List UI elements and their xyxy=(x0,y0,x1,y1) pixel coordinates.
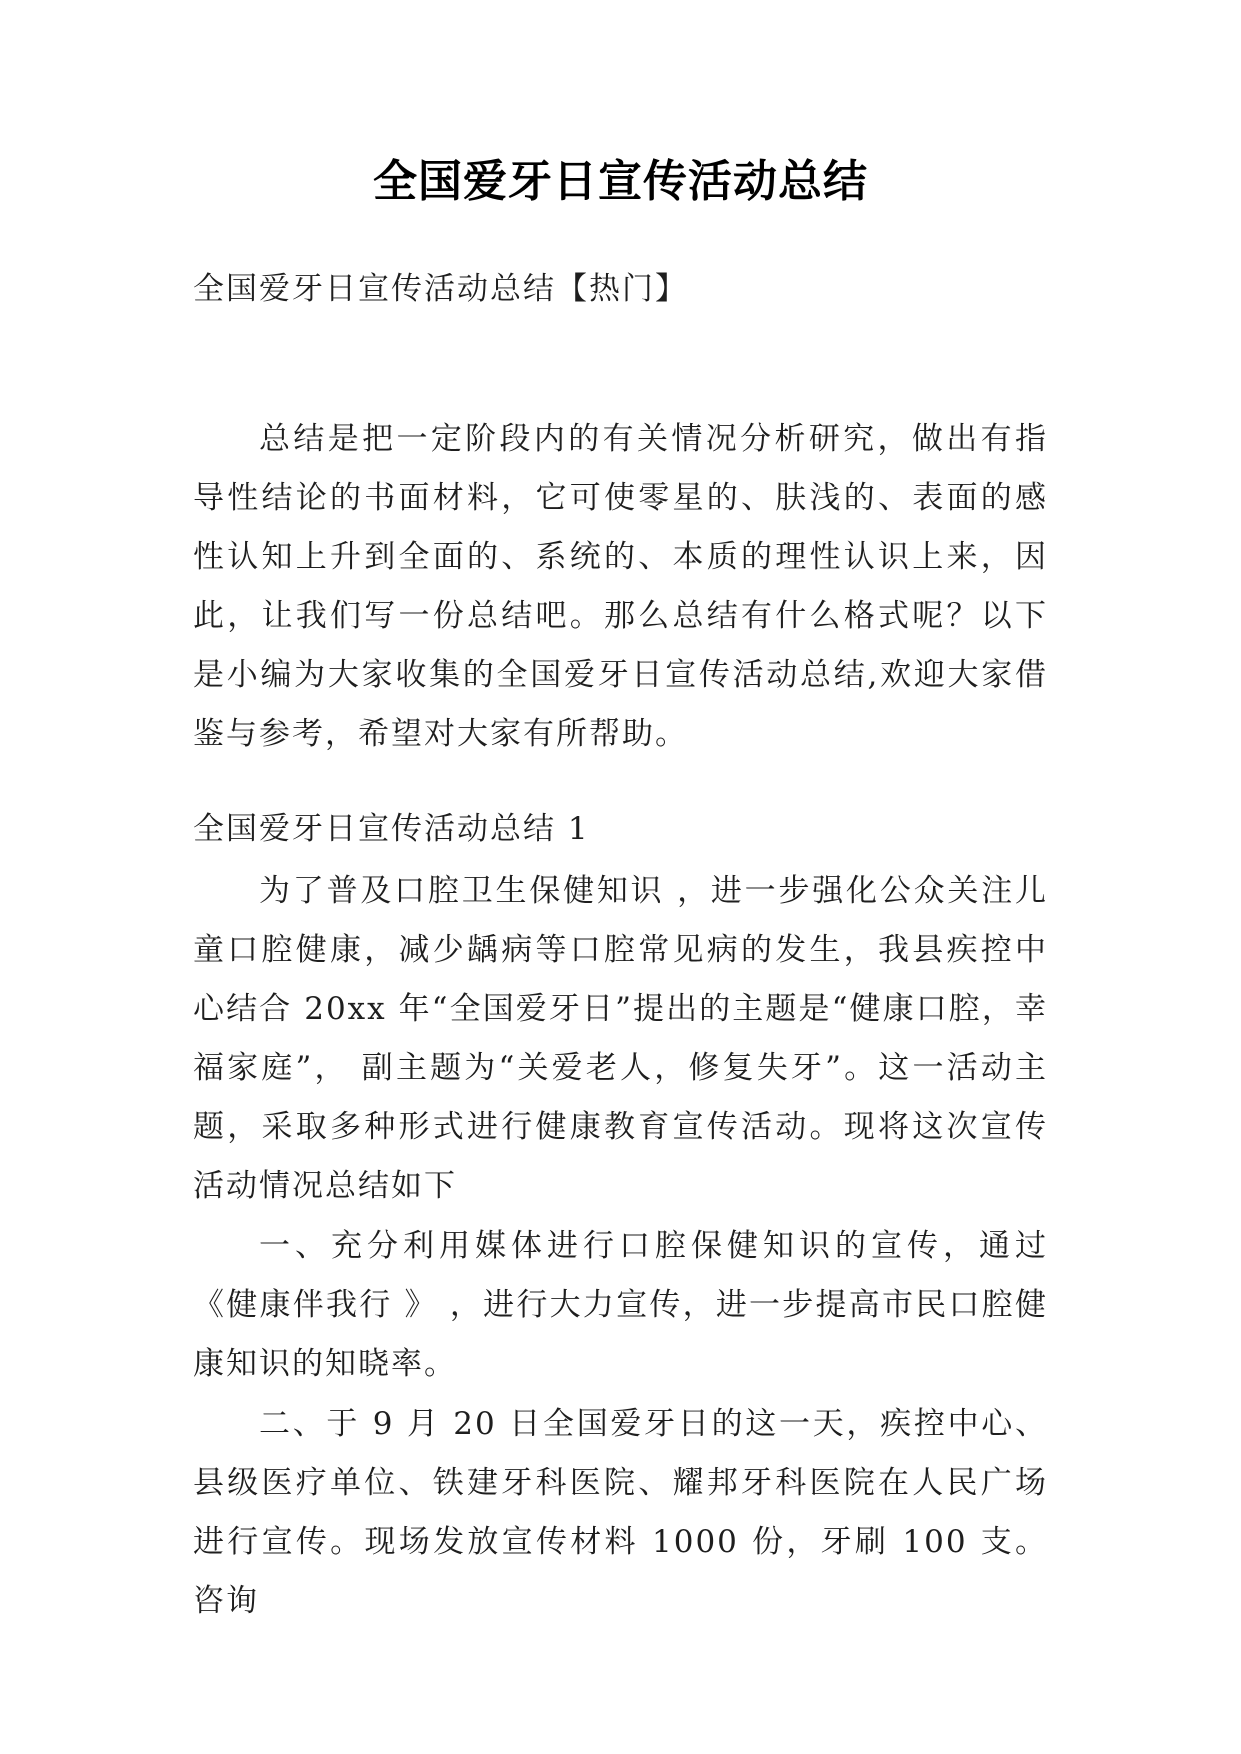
body-paragraph-3: 二、于 9 月 20 日全国爱牙日的这一天，疾控中心、县级医疗单位、铁建牙科医院、耀邦牙科医院在人民广场进行宣传。现场发放宣传材料 1000 份，牙刷 100 支。咨询 xyxy=(193,1406,1048,1619)
intro-paragraph: 总结是把一定阶段内的有关情况分析研究，做出有指导性结论的书面材料，它可使零星的、肤浅的、表面的感性认知上升到全面的、系统的、本质的理性认识上来，因此，让我们写一份总结吧。那么总结有什么格式呢？以下是小编为大家收集的全国爱牙日宣传活动总结,欢迎大家借鉴与参考，希望对大家有所帮助。 xyxy=(193,421,1048,752)
body-paragraph-1: 为了普及口腔卫生保健知识 ，进一步强化公众关注儿童口腔健康，减少龋病等口腔常见病的发生，我县疾控中心结合 20xx 年“全国爱牙日”提出的主题是“健康口腔，幸福家庭”， 副主题为“关爱老人，修复失牙”。这一活动主题，采取多种形式进行健康教育宣传活动。现将这次宣传活动情况总结如下 xyxy=(193,873,1048,1204)
section-heading: 全国爱牙日宣传活动总结 1 xyxy=(193,811,590,847)
document-title: 全国爱牙日宣传活动总结 xyxy=(373,156,868,207)
document-subtitle: 全国爱牙日宣传活动总结【热门】 xyxy=(193,271,688,307)
body-paragraph-2: 一、充分利用媒体进行口腔保健知识的宣传，通过《健康伴我行 》 ，进行大力宣传，进一步提高市民口腔健康知识的知晓率。 xyxy=(193,1228,1048,1382)
